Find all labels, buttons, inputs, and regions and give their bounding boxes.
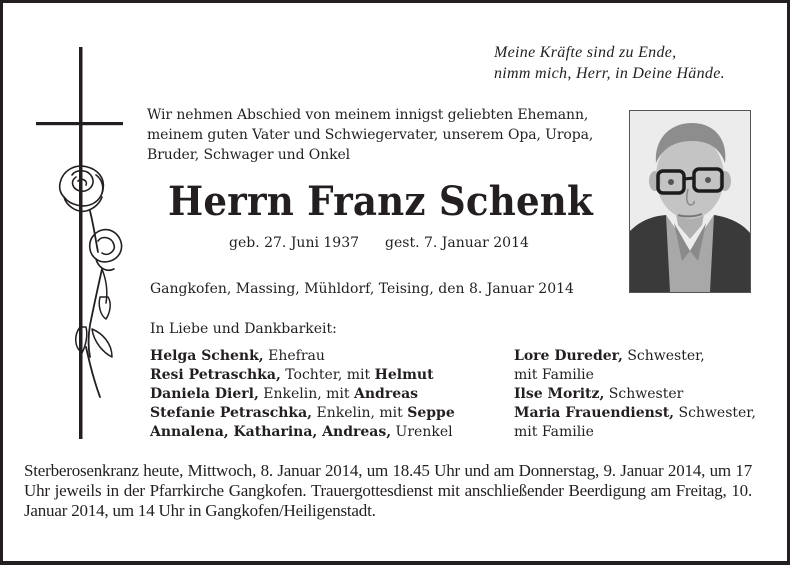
mourner-relation: Schwester xyxy=(604,386,684,402)
deceased-name: Herrn Franz Schenk xyxy=(168,178,593,225)
mourner-relation: Urenkel xyxy=(391,424,453,440)
mourner-name: Helga Schenk, xyxy=(150,348,264,364)
portrait-photo xyxy=(629,110,751,293)
intro-line-3: Bruder, Schwager und Onkel xyxy=(147,147,351,163)
mourner-row xyxy=(514,366,756,385)
death-date: gest. 7. Januar 2014 xyxy=(385,235,529,251)
motto xyxy=(494,42,725,84)
mourner-row xyxy=(514,347,756,366)
mourner-row xyxy=(150,347,455,366)
mourner-partner: Seppe xyxy=(407,405,455,421)
birth-date: geb. 27. Juni 1937 xyxy=(229,235,360,251)
mourner-row xyxy=(514,404,756,423)
mourners-left-column xyxy=(150,347,455,442)
mourner-relation: Enkelin, mit xyxy=(312,405,408,421)
place-and-date: Gangkofen, Massing, Mühldorf, Teising, den 8. Januar 2014 xyxy=(150,281,574,297)
mourner-row xyxy=(514,423,756,442)
mourner-row xyxy=(150,423,455,442)
mourner-partner: Andreas xyxy=(353,386,419,402)
mourner-name: Stefanie Petraschka, xyxy=(150,405,313,421)
mourners-right-column xyxy=(514,347,756,442)
mourner-relation: Ehefrau xyxy=(263,348,325,364)
mourner-relation: mit Familie xyxy=(514,367,594,383)
cross-with-roses-icon xyxy=(36,47,126,439)
mourner-name: Annalena, Katharina, Andreas, xyxy=(150,424,392,440)
mourner-relation: Enkelin, mit xyxy=(258,386,354,402)
service-details: Sterberosenkranz heute, Mittwoch, 8. Januar 2014, um 18.45 Uhr und am Donnerstag, 9. Januar 2014, um 17 Uhr jeweils in der Pfarrkirche Gangkofen. Trauergottesdienst mit anschließender Beerdigung am Freitag, 10. Januar 2014, um 14 Uhr in Gangkofen/Heiligenstadt. xyxy=(24,461,752,520)
motto-line-1: Meine Kräfte sind zu Ende, xyxy=(494,44,677,61)
mourner-relation: Schwester, xyxy=(674,405,756,421)
mourner-name: Maria Frauendienst, xyxy=(514,405,675,421)
portrait-image xyxy=(630,111,750,292)
mourner-name: Lore Dureder, xyxy=(514,348,623,364)
intro-line-1: Wir nehmen Abschied von meinem innigst geliebten Ehemann, xyxy=(147,107,589,123)
thanks-heading: In Liebe und Dankbarkeit: xyxy=(150,321,337,337)
intro-text xyxy=(147,105,593,165)
intro-line-2: meinem guten Vater und Schwiegervater, unserem Opa, Uropa, xyxy=(147,127,594,143)
mourner-partner: Helmut xyxy=(374,367,434,383)
mourner-row xyxy=(150,385,455,404)
mourner-name: Ilse Moritz, xyxy=(514,386,605,402)
mourner-name: Daniela Dierl, xyxy=(150,386,259,402)
mourner-relation: mit Familie xyxy=(514,424,594,440)
mourner-name: Resi Petraschka, xyxy=(150,367,281,383)
mourner-relation: Tochter, mit xyxy=(280,367,375,383)
mourner-row xyxy=(514,385,756,404)
life-dates xyxy=(229,234,529,252)
motto-line-2: nimm mich, Herr, in Deine Hände. xyxy=(494,65,725,82)
mourner-row xyxy=(150,366,455,385)
mourner-row xyxy=(150,404,455,423)
mourner-relation: Schwester, xyxy=(622,348,705,364)
